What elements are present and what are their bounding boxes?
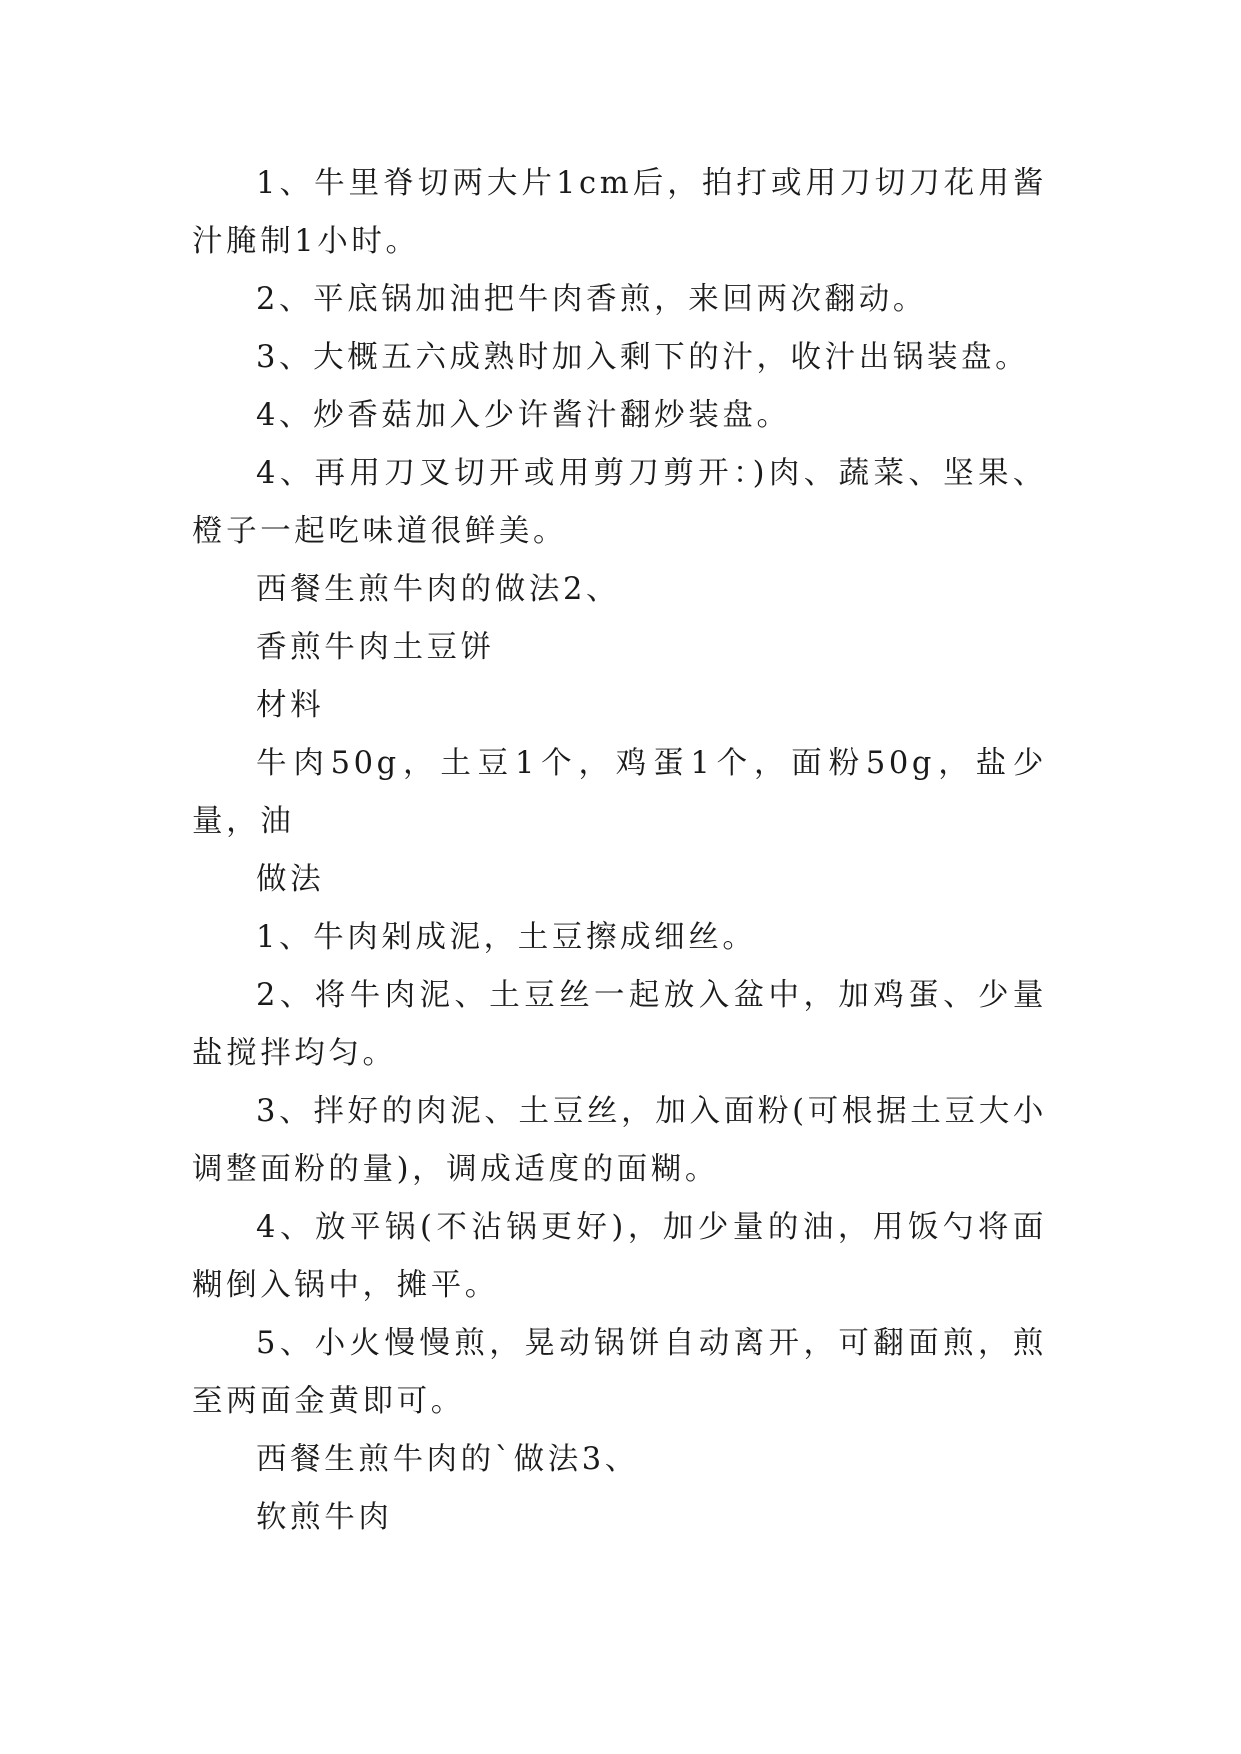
paragraph-step-1: 1、牛里脊切两大片1cm后，拍打或用刀切刀花用酱汁腌制1小时。 (192, 166, 1047, 259)
ingredients-list: 牛肉50g，土豆1个，鸡蛋1个，面粉50g，盐少量，油 (192, 746, 1047, 839)
paragraph-step-3: 3、大概五六成熟时加入剩下的汁，收汁出锅装盘。 (256, 340, 1030, 375)
section-heading-2: 西餐生煎牛肉的做法2、 (256, 572, 621, 607)
method-step-3: 3、拌好的肉泥、土豆丝，加入面粉(可根据土豆大小调整面粉的量)，调成适度的面糊。 (192, 1094, 1047, 1187)
method-heading: 做法 (256, 862, 325, 897)
paragraph-step-2: 2、平底锅加油把牛肉香煎，来回两次翻动。 (256, 282, 927, 317)
ingredients-heading: 材料 (256, 688, 325, 723)
paragraph-step-4: 4、炒香菇加入少许酱汁翻炒装盘。 (256, 398, 791, 433)
section-heading-3: 西餐生煎牛肉的`做法3、 (256, 1442, 639, 1477)
paragraph-step-4b: 4、再用刀叉切开或用剪刀剪开：)肉、蔬菜、坚果、橙子一起吃味道很鲜美。 (192, 456, 1047, 549)
method-step-4: 4、放平锅(不沾锅更好)，加少量的油，用饭勺将面糊倒入锅中，摊平。 (192, 1210, 1047, 1303)
method-step-5: 5、小火慢慢煎，晃动锅饼自动离开，可翻面煎，煎至两面金黄即可。 (192, 1326, 1047, 1419)
document-body (192, 155, 1047, 1547)
recipe-title-3: 软煎牛肉 (256, 1500, 393, 1535)
recipe-title: 香煎牛肉土豆饼 (256, 630, 495, 665)
method-step-1: 1、牛肉剁成泥，土豆擦成细丝。 (256, 920, 757, 955)
method-step-2: 2、将牛肉泥、土豆丝一起放入盆中，加鸡蛋、少量盐搅拌均匀。 (192, 978, 1047, 1071)
